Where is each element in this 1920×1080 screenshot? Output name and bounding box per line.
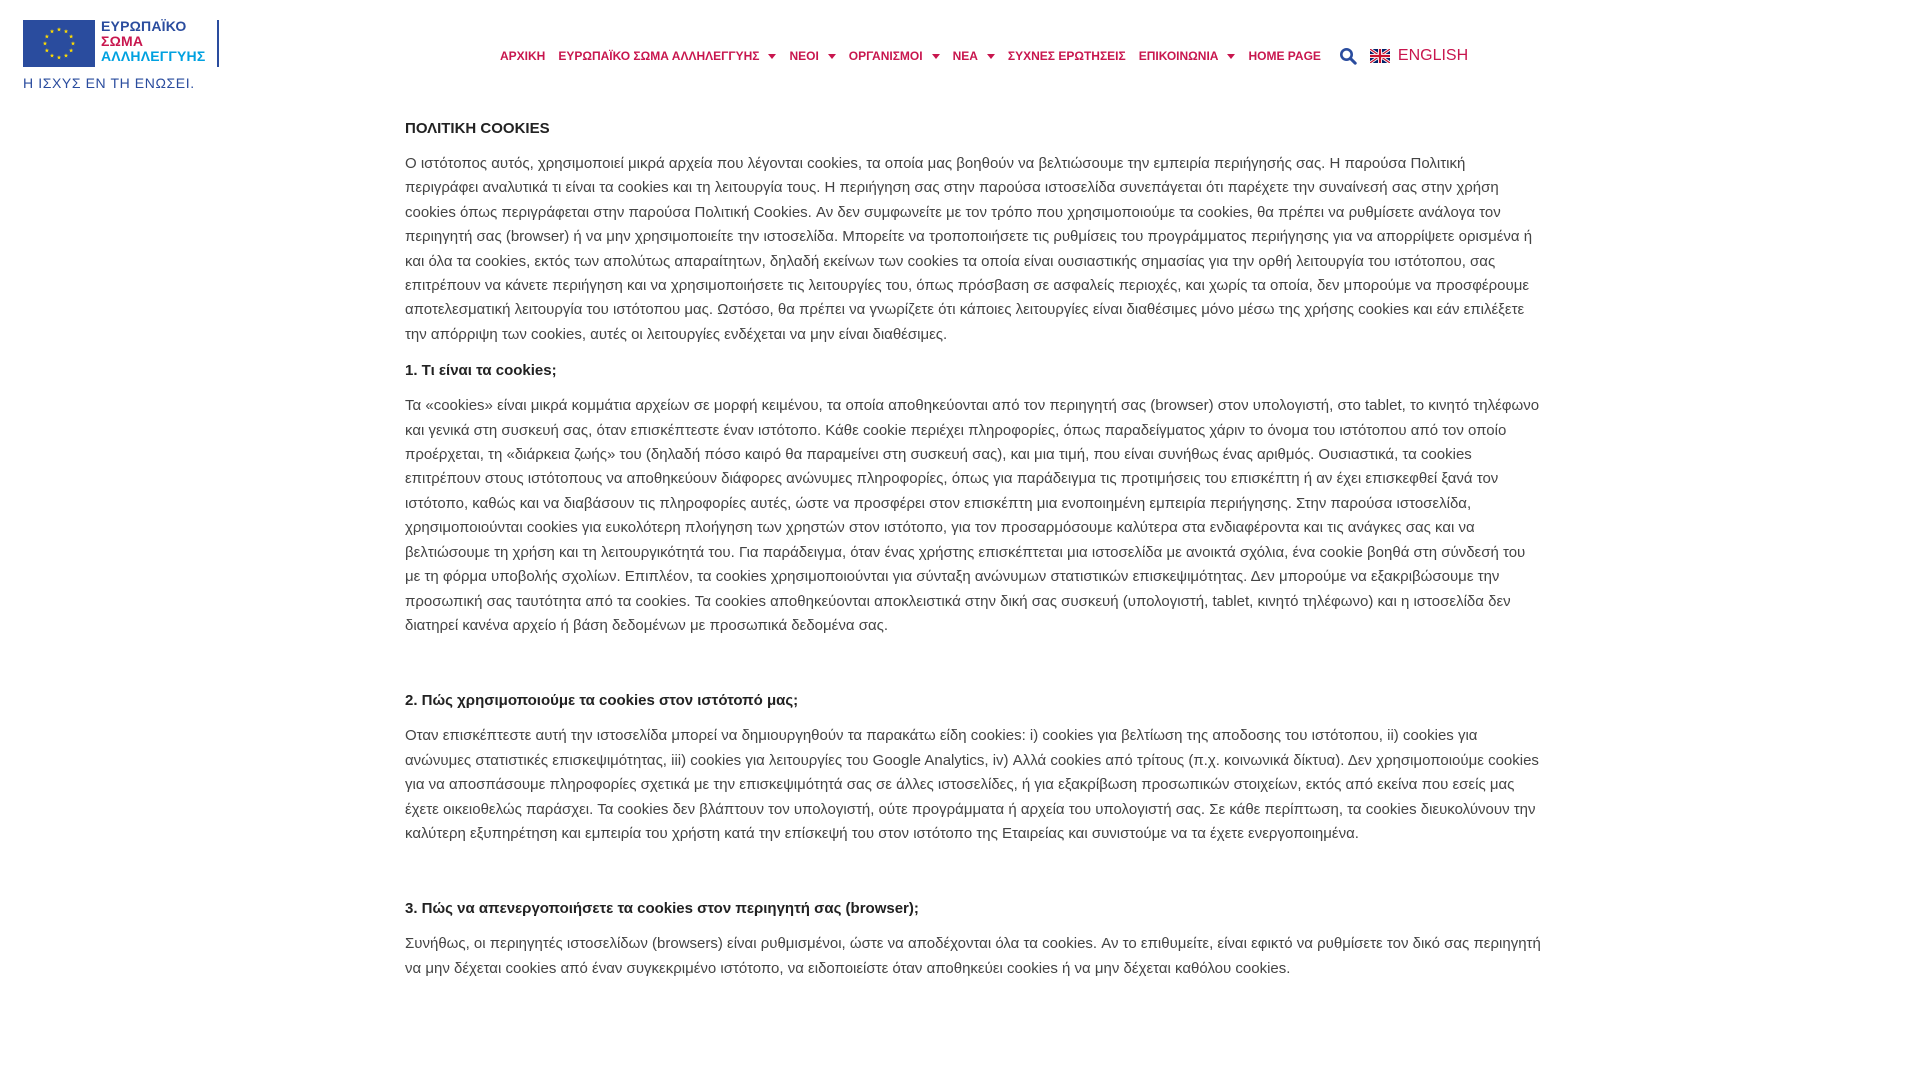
brand-line-2: ΣΩΜΑ <box>101 33 144 49</box>
brand-divider <box>217 20 219 67</box>
section-3-paragraph: Συνήθως, οι περιηγητές ιστοσελίδων (browsers) είναι ρυθμισμένοι, ώστε να αποδέχονται όλα τα cookies. Αν το επιθυμείτε, είναι εφικτό να ρυθμίσετε τον δικό σας περιηγητή να μην δέχεται cookies από έναν συγκεκριμένο ιστότοπο, να ειδοποιείστε όταν αποθηκεύει cookies ή να μην δέχεται καθόλου cookies. <box>405 935 1541 977</box>
brand-tagline: Η ΙΣΧΥΣ ΕΝ ΤΗ ΕΝΩΣΕΙ. <box>23 75 195 91</box>
nav-item-contact[interactable] <box>1139 49 1236 63</box>
section-2-heading: 2. Πώς χρησιμοποιούμε τα cookies στον ιστότοπό μας; <box>405 692 799 710</box>
brand-line-1: ΕΥΡΩΠΑΪΚΟ <box>101 18 187 34</box>
nav-item-label: ΝΕΑ <box>952 49 978 63</box>
nav-item-label: ΝΕΟΙ <box>789 49 819 63</box>
uk-flag-icon <box>1370 49 1390 63</box>
nav-item-label: ΕΥΡΩΠΑΪΚΟ ΣΩΜΑ ΑΛΛΗΛΕΓΓΥΗΣ <box>558 49 760 63</box>
brand-logo[interactable] <box>23 19 233 99</box>
nav-item-label: ΣΥΧΝΕΣ ΕΡΩΤΗΣΕΙΣ <box>1007 49 1126 63</box>
intro-paragraph: Ο ιστότοπος αυτός, χρησιμοποιεί μικρά αρχεία που λέγονται cookies, τα οποία μας βοηθούν να βελτιώσουμε την εμπειρία περιήγησής σας. Η παρούσα Πολιτική περιγράφει αναλυτικά τι είναι τα cookies και τη λειτουργία τους. Η περιήγηση σας στην παρούσα ιστοσελίδα συνεπάγεται ότι παρέχετε την συναίνεσή σας στην χρήση cookies όπως περιγράφεται στην παρούσα Πολιτική Cookies. Αν δεν συμφωνείτε με τον τρόπο που χρησιμοποιούμε τα cookies, θα πρέπει να ρυθμίσετε ανάλογα τον περιηγητή σας (browser) ή να μην χρησιμοποιείτε την ιστοσελίδα. Μπορείτε να τροποποιήσετε τις ρυθμίσεις του προγράμματος περιήγησης για να απορρίψετε ορισμένα ή και όλα τα cookies, εκτός των απολύτως απαραίτητων, δηλαδή εκείνων των cookies τα οποία είναι ουσιαστικής σημασίας για την ορθή λειτουργία του ιστότοπου, σας επιτρέπουν να κάνετε περιήγηση και να χρησιμοποιήσετε τις λειτουργίες του, όπως πρόσβαση σε ασφαλείς περιοχές, και χωρίς τα οποία, δεν μπορούμε να προσφέρουμε αποτελεσματική λειτουργία του ιστότοπου μας. Ωστόσο, θα πρέπει να γνωρίζετε ότι κάποιες λειτουργίες είναι διαθέσιμες μόνο μέσω της χρήσης cookies και εάν επιλέξετε την απόρριψη των cookies, αυτές οι λειτουργίες ενδέχεται να μην είναι διαθέσιμες. <box>405 155 1533 343</box>
spacer <box>405 861 1541 900</box>
brand-line-3: ΑΛΛΗΛΕΓΓΥΗΣ <box>101 48 206 64</box>
cookie-policy-content <box>405 120 1541 996</box>
section-2-paragraph: Οταν επισκέπτεστε αυτή την ιστοσελίδα μπορεί να δημιουργηθούν τα παρακάτω είδη cookies: i) cookies για βελτίωση της αποδοσης του ιστότοπου, ii) cookies για ανώνυμες στατιστικές επισκεψιμότητας, iii) cookies για λειτουργίες του Google Analytics, iv) Αλλά cookies από τρίτους (π.χ. κοινωνικά δίκτυα). Δεν χρησιμοποιούμε cookies για να αποσπάσουμε πληροφορίες σχετικά με την επισκεψιμότητά σας σε άλλες ιστοσελίδες, ή για εξακρίβωση προσωπικών στοιχείων, εκτός από εκείνα που εσείς μας έχετε οικειοθελώς παράσχει. Τα cookies δεν βλάπτουν τον υπολογιστή, ούτε προγράμματα ή αρχεία του υπολογιστή σας. Σε κάθε περίπτωση, τα cookies διευκολύνουν την καλύτερη εξυπηρέτηση και εμπειρία του χρήστη κατά την επίσκεψή του στον ιστότοπο της Εταιρείας και συνιστούμε να τα έχετε ενεργοποιημένα. <box>405 727 1539 842</box>
search-button[interactable] <box>1338 46 1358 66</box>
main-nav <box>500 44 1468 68</box>
chevron-down-icon <box>932 54 940 59</box>
section-3-heading: 3. Πώς να απενεργοποιήσετε τα cookies στον περιηγητή σας (browser); <box>405 900 919 918</box>
nav-item-label: ΟΡΓΑΝΙΣΜΟΙ <box>848 49 923 63</box>
nav-item-label: ΕΠΙΚΟΙΝΩΝΙΑ <box>1138 49 1219 63</box>
section-1-heading: 1. Τι είναι τα cookies; <box>405 362 557 380</box>
nav-item-home-page[interactable] <box>1248 49 1320 63</box>
eu-flag-icon <box>23 20 95 67</box>
chevron-down-icon <box>768 54 776 59</box>
search-icon <box>1339 47 1357 65</box>
section-1-paragraph: Τα «cookies» είναι μικρά κομμάτια αρχείων σε μορφή κειμένου, τα οποία αποθηκεύονται από τον περιηγητή σας (browser) στον υπολογιστή, στο tablet, το κινητό τηλέφωνο και γενικά στη συσκευή σας, όταν επισκέπτεστε έναν ιστότοπο. Κάθε cookie περιέχει πληροφορίες, όπως παραδείγματος χάριν το όνομα του ιστότοπου από τον οποίο προέρχεται, τη «διάρκεια ζωής» του (δηλαδή πόσο καιρό θα παραμείνει στη συσκευή σας), και μια τιμή, που είναι συνήθως ένας αριθμός. Ουσιαστικά, τα cookies επιτρέπουν στους ιστότοπους να αποθηκεύουν διάφορες ανώνυμες πληροφορίες, όπως για παράδειγμα τις προτιμήσεις του επισκέπτη ή αν έχει επισκεφθεί ξανά τον ιστότοπο, καθώς και να διαβάσουν τις πληροφορίες αυτές, ώστε να προσφέρει στον επισκέπτη μια ενοποιημένη εμπειρία περιήγησης. Στην παρούσα ιστοσελίδα, χρησιμοποιούνται cookies για ευκολότερη πλοήγηση των χρηστών στον ιστότοπο, για τον προσαρμόσουμε καλύτερα στα ενδιαφέροντα και τις ανάγκες σας και να βελτιώσουμε τη χρήση και τη λειτουργικότητά του. Για παράδειγμα, όταν ένας χρήστης επισκέπτεται μια ιστοσελίδα με ανοικτά σχόλια, ένα cookie βοηθά στη σύνδεσή του με τη φόρμα υποβολής σχολίων. Επιπλέον, τα cookies χρησιμοποιούνται για σύνταξη ανώνυμων στατιστικών επισκεψιμότητας. Δεν μπορούμε να εξακριβώσουμε την προσωπική σας ταυτότητα από τα cookies. Τα cookies αποθηκεύονται αποκλειστικά στην δική σας συσκευή (υπολογιστή, tablet, κινητό τηλέφωνο) και η ιστοσελίδα δεν διατηρεί κανένα αρχείο ή βάση δεδομένων με προσωπικά δεδομένα σας. <box>405 397 1540 634</box>
chevron-down-icon <box>828 54 836 59</box>
chevron-down-icon <box>1227 54 1235 59</box>
chevron-down-icon <box>987 54 995 59</box>
brand-name <box>101 19 205 64</box>
language-label: ENGLISH <box>1397 47 1469 64</box>
nav-item-news[interactable] <box>953 49 995 63</box>
nav-item-label: HOME PAGE <box>1248 49 1321 63</box>
nav-item-label: ΑΡΧΙΚΗ <box>500 49 546 63</box>
nav-item-faq[interactable] <box>1008 49 1126 63</box>
language-switcher[interactable] <box>1370 47 1468 65</box>
nav-item-home[interactable] <box>500 49 545 63</box>
spacer <box>405 653 1541 692</box>
page-title: ΠΟΛΙΤΙΚΗ COOKIES <box>405 120 550 137</box>
nav-item-european-solidarity-corps[interactable] <box>558 49 776 63</box>
site-header <box>0 0 1920 110</box>
nav-item-young-people[interactable] <box>789 49 835 63</box>
nav-item-organisations[interactable] <box>849 49 940 63</box>
